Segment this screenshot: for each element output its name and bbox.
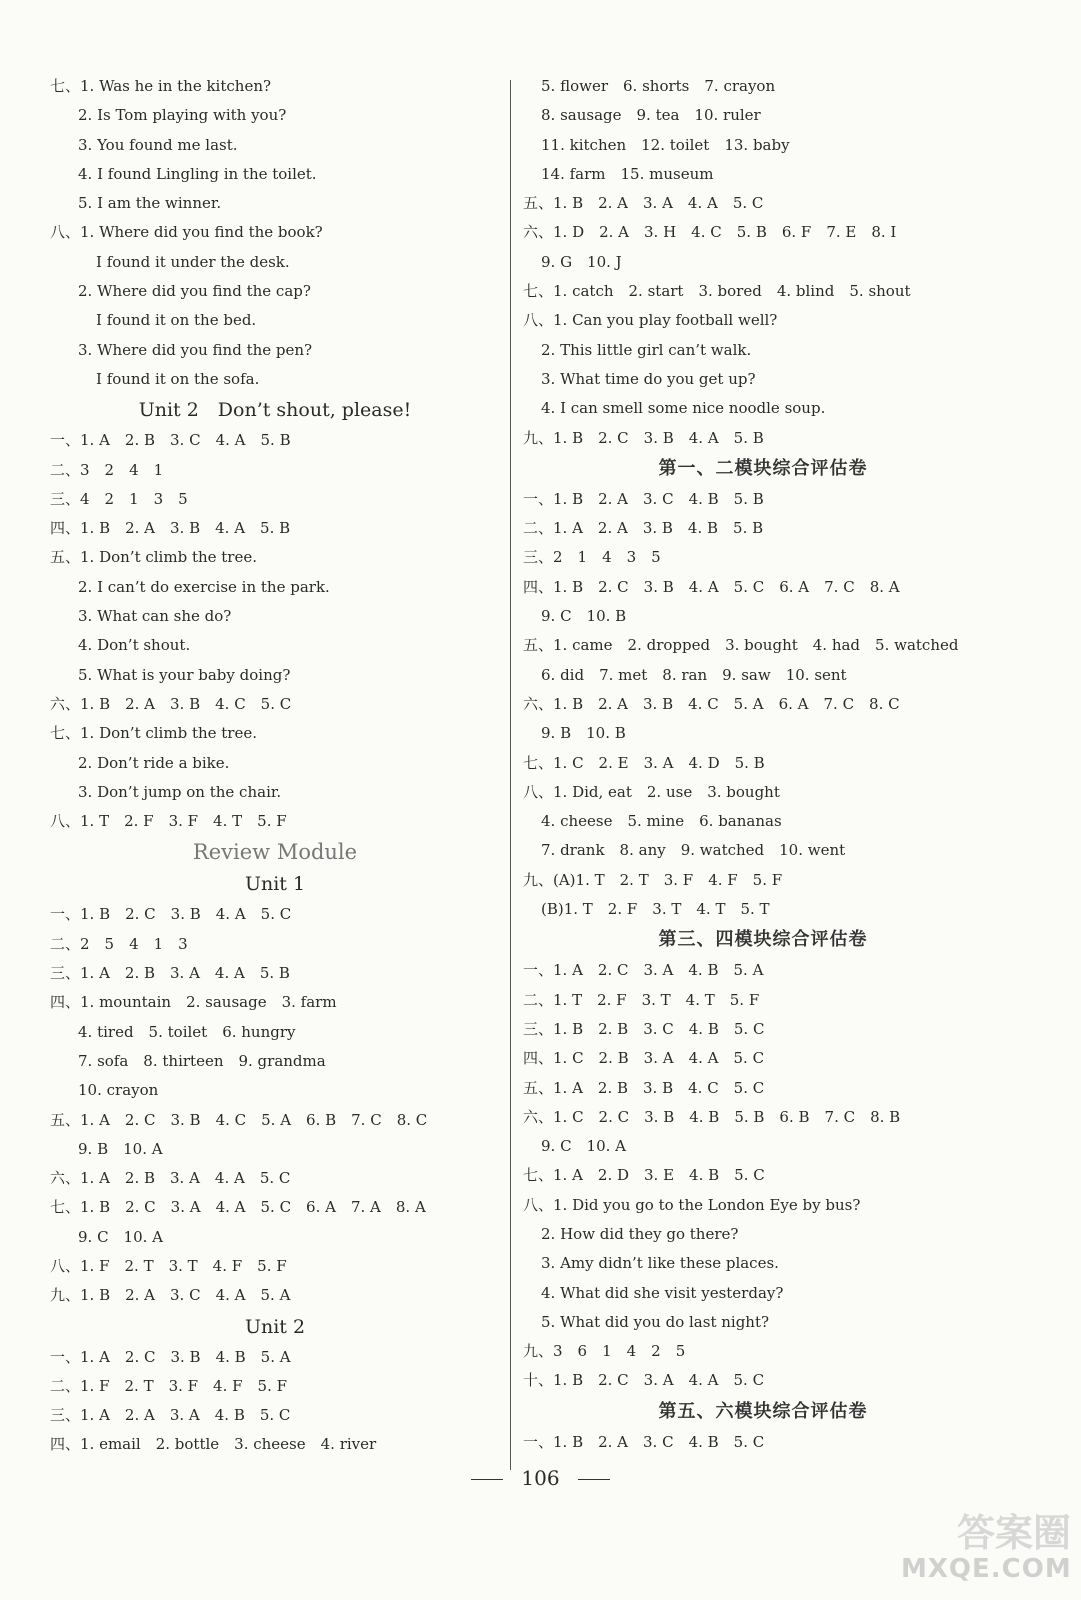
answer-line: 3. Amy didn’t like these places. (541, 1254, 779, 1273)
answer-line: 4. Don’t shout. (78, 636, 191, 655)
answer-line: 3. Don’t jump on the chair. (78, 782, 282, 801)
answer-line: 9. C 10. B (541, 607, 627, 626)
answer-line: 4. tired 5. toilet 6. hungry (78, 1022, 296, 1041)
answer-line: 三、1. B 2. B 3. C 4. B 5. C (523, 1019, 765, 1038)
answer-line: 四、1. C 2. B 3. A 4. A 5. C (523, 1049, 765, 1068)
answer-line: 3. What time do you get up? (541, 369, 756, 388)
answer-line: 9. C 10. A (78, 1227, 164, 1246)
answer-line: 九、3 6 1 4 2 5 (523, 1342, 686, 1361)
answer-line: 五、1. B 2. A 3. A 4. A 5. C (523, 194, 764, 213)
answer-line: 四、1. email 2. bottle 3. cheese 4. river (50, 1435, 377, 1454)
answer-line: 七、1. Was he in the kitchen? (50, 77, 272, 95)
answer-line: 九、1. B 2. C 3. B 4. A 5. B (523, 428, 764, 447)
answer-line: 3. You found me last. (78, 135, 238, 154)
section-heading: 第三、四模块综合评估卷 (658, 929, 868, 951)
answer-line: 二、1. A 2. A 3. B 4. B 5. B (523, 519, 764, 538)
answer-line: I found it on the bed. (96, 311, 257, 330)
section-heading: Unit 2 Don’t shout, please! (138, 399, 412, 422)
answer-line: 五、1. came 2. dropped 3. bought 4. had 5. watched (523, 636, 959, 655)
answer-line: 6. did 7. met 8. ran 9. saw 10. sent (541, 665, 847, 684)
page-number (0, 1466, 1081, 1490)
answer-line: 2. I can’t do exercise in the park. (78, 577, 330, 596)
watermark-logo: 答案圈 (956, 1511, 1071, 1555)
answer-line: 九、1. B 2. A 3. C 4. A 5. A (50, 1286, 291, 1305)
answer-line: 14. farm 15. museum (541, 164, 714, 183)
answer-line: 八、1. Did you go to the London Eye by bus? (523, 1195, 861, 1214)
answer-line: 七、1. Don’t climb the tree. (50, 724, 258, 743)
answer-line: 2. Where did you find the cap? (78, 282, 311, 301)
answer-line: 七、1. catch 2. start 3. bored 4. blind 5. shout (523, 282, 911, 301)
left-column (50, 72, 500, 1460)
answer-line: 四、1. B 2. C 3. B 4. A 5. C 6. A 7. C 8. A (523, 577, 900, 596)
answer-line: (B)1. T 2. F 3. T 4. T 5. T (541, 900, 770, 919)
section-heading: Review Module (192, 840, 358, 865)
answer-line: I found it under the desk. (96, 252, 290, 271)
answer-line: 八、1. F 2. T 3. T 4. F 5. F (50, 1256, 287, 1275)
answer-line: 九、(A)1. T 2. T 3. F 4. F 5. F (523, 870, 783, 889)
answer-line: 二、2 5 4 1 3 (50, 934, 188, 953)
section-heading: Unit 2 (244, 1315, 306, 1338)
answer-line: 2. Don’t ride a bike. (78, 753, 230, 772)
answer-line: 7. drank 8. any 9. watched 10. went (541, 841, 846, 860)
answer-line: 四、1. B 2. A 3. B 4. A 5. B (50, 519, 291, 538)
section-heading: 第五、六模块综合评估卷 (658, 1400, 868, 1422)
answer-line: 10. crayon (78, 1081, 159, 1100)
watermark (901, 1512, 1071, 1592)
answer-line: 五、1. A 2. C 3. B 4. C 5. A 6. B 7. C 8. C (50, 1110, 428, 1129)
answer-line: 二、1. F 2. T 3. F 4. F 5. F (50, 1376, 288, 1395)
answer-line: 5. flower 6. shorts 7. crayon (541, 77, 776, 95)
answer-line: 4. What did she visit yesterday? (541, 1283, 784, 1302)
answer-line: 一、1. A 2. C 3. A 4. B 5. A (523, 961, 764, 980)
answer-line: 4. cheese 5. mine 6. bananas (541, 812, 782, 831)
answer-line: 六、1. B 2. A 3. B 4. C 5. C (50, 694, 292, 713)
answer-line: 六、1. C 2. C 3. B 4. B 5. B 6. B 7. C 8. B (523, 1107, 901, 1126)
answer-line: 八、1. Did, eat 2. use 3. bought (523, 782, 780, 801)
answer-line: 八、1. T 2. F 3. F 4. T 5. F (50, 812, 287, 831)
page-number-text: 106 (521, 1466, 560, 1490)
answer-line: 七、1. A 2. D 3. E 4. B 5. C (523, 1166, 765, 1185)
answer-line: 5. What is your baby doing? (78, 665, 291, 684)
answer-line: 三、2 1 4 3 5 (523, 548, 661, 567)
answer-line: 2. This little girl can’t walk. (541, 340, 752, 359)
section-heading: 第一、二模块综合评估卷 (658, 457, 868, 479)
answer-line: 5. I am the winner. (78, 194, 222, 213)
answer-line: 一、1. A 2. C 3. B 4. B 5. A (50, 1347, 291, 1366)
answer-line: 三、4 2 1 3 5 (50, 489, 188, 508)
answer-line: 11. kitchen 12. toilet 13. baby (541, 135, 790, 154)
answer-line: 一、1. A 2. B 3. C 4. A 5. B (50, 431, 291, 450)
section-heading: Unit 1 (244, 873, 306, 896)
answer-line: 9. C 10. A (541, 1137, 627, 1156)
answer-line: 五、1. A 2. B 3. B 4. C 5. C (523, 1078, 765, 1097)
answer-line: 9. G 10. J (541, 252, 622, 271)
answer-line: 3. What can she do? (78, 607, 232, 626)
answer-line: 7. sofa 8. thirteen 9. grandma (78, 1051, 326, 1070)
answer-line: 3. Where did you find the pen? (78, 340, 313, 359)
answer-line: 三、1. A 2. A 3. A 4. B 5. C (50, 1406, 291, 1425)
answer-line: 八、1. Can you play football well? (523, 311, 778, 330)
answer-line: 五、1. Don’t climb the tree. (50, 548, 258, 567)
answer-line: 一、1. B 2. C 3. B 4. A 5. C (50, 905, 292, 924)
answer-line: 六、1. A 2. B 3. A 4. A 5. C (50, 1169, 291, 1188)
answer-line: 二、3 2 4 1 (50, 460, 164, 479)
answer-line: 4. I found Lingling in the toilet. (78, 164, 317, 183)
column-divider (510, 80, 511, 1470)
answer-line: 4. I can smell some nice noodle soup. (541, 399, 826, 418)
answer-line: 8. sausage 9. tea 10. ruler (541, 106, 761, 125)
answer-line: 七、1. B 2. C 3. A 4. A 5. C 6. A 7. A 8. A (50, 1198, 426, 1217)
watermark-url: MXQE.COM (901, 1554, 1072, 1584)
answer-line: 一、1. B 2. A 3. C 4. B 5. C (523, 1432, 765, 1451)
answer-line: 9. B 10. B (541, 724, 626, 743)
answer-line: 八、1. Where did you find the book? (50, 223, 323, 242)
answer-line: 二、1. T 2. F 3. T 4. T 5. F (523, 990, 760, 1009)
answer-line: I found it on the sofa. (96, 369, 260, 388)
answer-line: 六、1. B 2. A 3. B 4. C 5. A 6. A 7. C 8. C (523, 694, 900, 713)
answer-line: 一、1. B 2. A 3. C 4. B 5. B (523, 489, 764, 508)
answer-line: 四、1. mountain 2. sausage 3. farm (50, 993, 337, 1012)
answer-line: 七、1. C 2. E 3. A 4. D 5. B (523, 753, 765, 772)
answer-line: 9. B 10. A (78, 1139, 163, 1158)
answer-line: 2. How did they go there? (541, 1224, 739, 1243)
answer-line: 5. What did you do last night? (541, 1312, 770, 1331)
answer-line: 三、1. A 2. B 3. A 4. A 5. B (50, 964, 290, 983)
right-column (523, 72, 1003, 1457)
answer-line: 六、1. D 2. A 3. H 4. C 5. B 6. F 7. E 8. I (523, 223, 897, 242)
answer-line: 2. Is Tom playing with you? (78, 106, 287, 125)
answer-line: 十、1. B 2. C 3. A 4. A 5. C (523, 1371, 765, 1390)
